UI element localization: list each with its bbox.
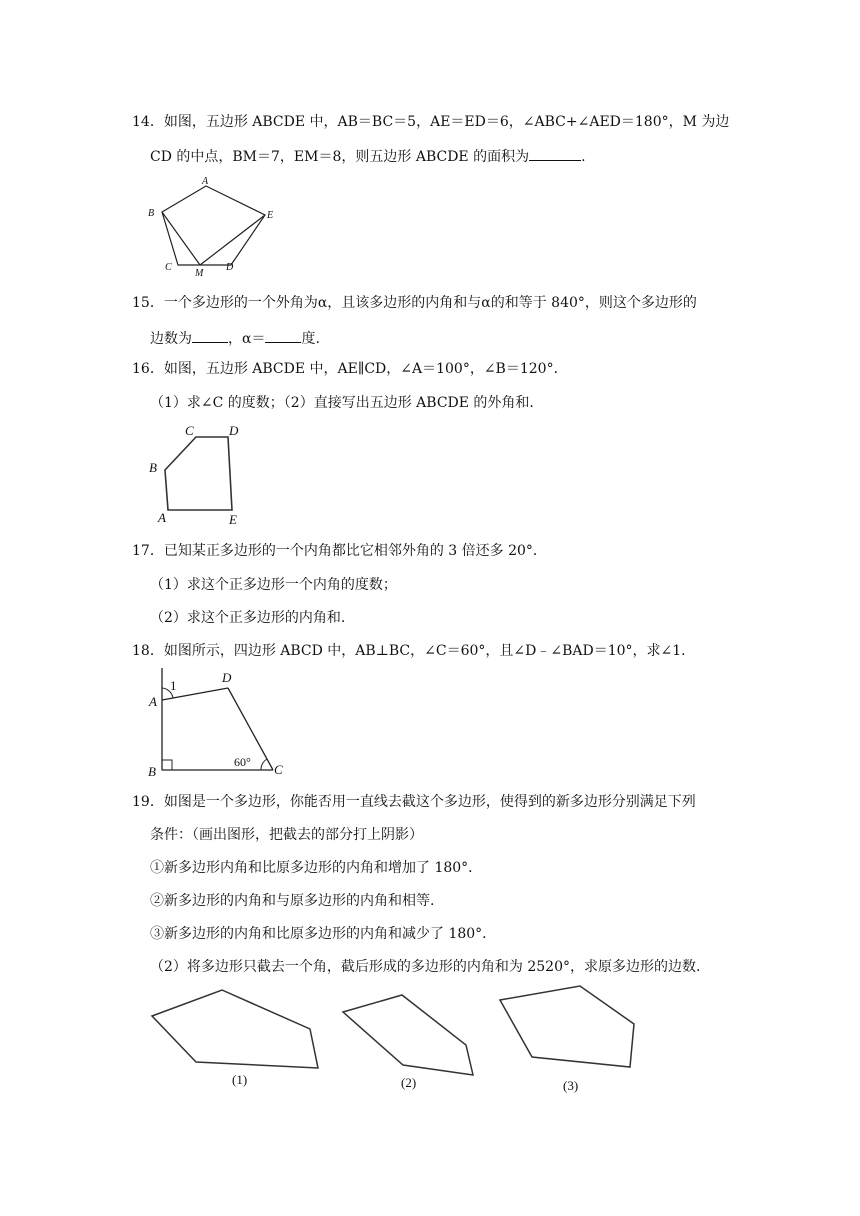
- q17-line-3: （2）求这个正多边形的内角和.: [150, 610, 346, 626]
- q14-segment-bm: [162, 212, 200, 265]
- q16-label-e: E: [229, 512, 237, 527]
- q19-line-2: 条件：（画出图形，把截去的部分打上阴影）: [150, 827, 423, 843]
- q19-polygon-2: [343, 995, 473, 1075]
- q14-pentagon: [162, 186, 265, 265]
- q19-polygon-3: [500, 986, 634, 1067]
- q14-answer-blank[interactable]: [529, 146, 581, 161]
- q14-label-e: E: [267, 210, 274, 221]
- q14-pentagon-figure: [140, 170, 290, 282]
- q16-label-b: B: [149, 460, 157, 475]
- q16-label-a: A: [158, 510, 166, 525]
- q19-caption-1: (1): [232, 1072, 248, 1087]
- q14-segment-em: [200, 215, 265, 265]
- q18-angle-c-arc: [261, 759, 267, 770]
- q14-label-a: A: [202, 176, 209, 187]
- q15-blank-alpha[interactable]: [265, 328, 301, 343]
- q14-label-m: M: [195, 268, 204, 279]
- q16-line-1: 16．如图，五边形 ABCDE 中，AE∥CD，∠A＝100°，∠B＝120°．: [132, 361, 568, 377]
- q16-label-d: D: [229, 423, 239, 438]
- q19-caption-2: (2): [401, 1075, 417, 1090]
- q18-label-1: 1: [170, 678, 177, 693]
- q18-right-angle-mark: [162, 760, 172, 770]
- q14-line-2-end: .: [581, 149, 586, 165]
- q18-label-b: B: [148, 764, 156, 779]
- q18-label-60: 60°: [234, 755, 251, 769]
- q17-line-1: 17．已知某正多边形的一个内角都比它相邻外角的 3 倍还多 20°．: [132, 543, 547, 559]
- q14-line-1: 14．如图，五边形 ABCDE 中，AB＝BC＝5，AE＝ED＝6，∠ABC+∠AED＝180°，M 为边: [132, 114, 730, 130]
- q14-label-c: C: [165, 262, 172, 273]
- q19-polygon-figures: [140, 980, 650, 1095]
- q16-line-2: （1）求∠C 的度数；（2）直接写出五边形 ABCDE 的外角和.: [150, 395, 534, 411]
- q18-label-a: A: [149, 694, 157, 709]
- q19-caption-3: (3): [563, 1078, 579, 1093]
- q15-text-a: 边数为: [150, 331, 192, 347]
- q18-quadrilateral-figure: [140, 666, 300, 781]
- q18-line-1: 18．如图所示，四边形 ABCD 中，AB⊥BC，∠C＝60°，且∠D﹣∠BAD＝10°，求∠1.: [132, 643, 686, 659]
- q17-line-2: （1）求这个正多边形一个内角的度数；: [150, 577, 397, 593]
- q14-label-d: D: [226, 262, 234, 273]
- q15-line-2: [150, 328, 320, 348]
- q16-pentagon: [165, 437, 232, 510]
- q16-pentagon-figure: [140, 420, 260, 528]
- q14-label-b: B: [148, 208, 155, 219]
- q19-line-3: ①新多边形内角和比原多边形的内角和增加了 180°．: [150, 860, 483, 876]
- q18-label-c: C: [274, 762, 283, 777]
- q19-line-4: ②新多边形的内角和与原多边形的内角和相等.: [150, 893, 435, 909]
- q19-line-5: ③新多边形的内角和比原多边形的内角和减少了 180°．: [150, 926, 497, 942]
- q14-line-2-text: CD 的中点，BM＝7，EM＝8，则五边形 ABCDE 的面积为: [150, 149, 530, 165]
- q15-line-1: 15．一个多边形的一个外角为α，且该多边形的内角和与α的和等于 840°，则这个多边形的: [132, 295, 697, 311]
- q18-label-d: D: [222, 670, 232, 685]
- q15-text-b: ，α＝: [228, 331, 266, 347]
- q15-text-c: 度.: [301, 331, 320, 347]
- q16-label-c: C: [185, 423, 194, 438]
- q19-polygon-1: [152, 990, 318, 1068]
- q19-line-1: 19．如图是一个多边形，你能否用一直线去截这个多边形，使得到的新多边形分别满足下列: [132, 794, 696, 810]
- q14-line-2: [150, 146, 586, 166]
- q19-line-6: （2）将多边形只截去一个角，截后形成的多边形的内角和为 2520°，求原多边形的边数.: [150, 959, 701, 975]
- q15-blank-sides[interactable]: [192, 328, 228, 343]
